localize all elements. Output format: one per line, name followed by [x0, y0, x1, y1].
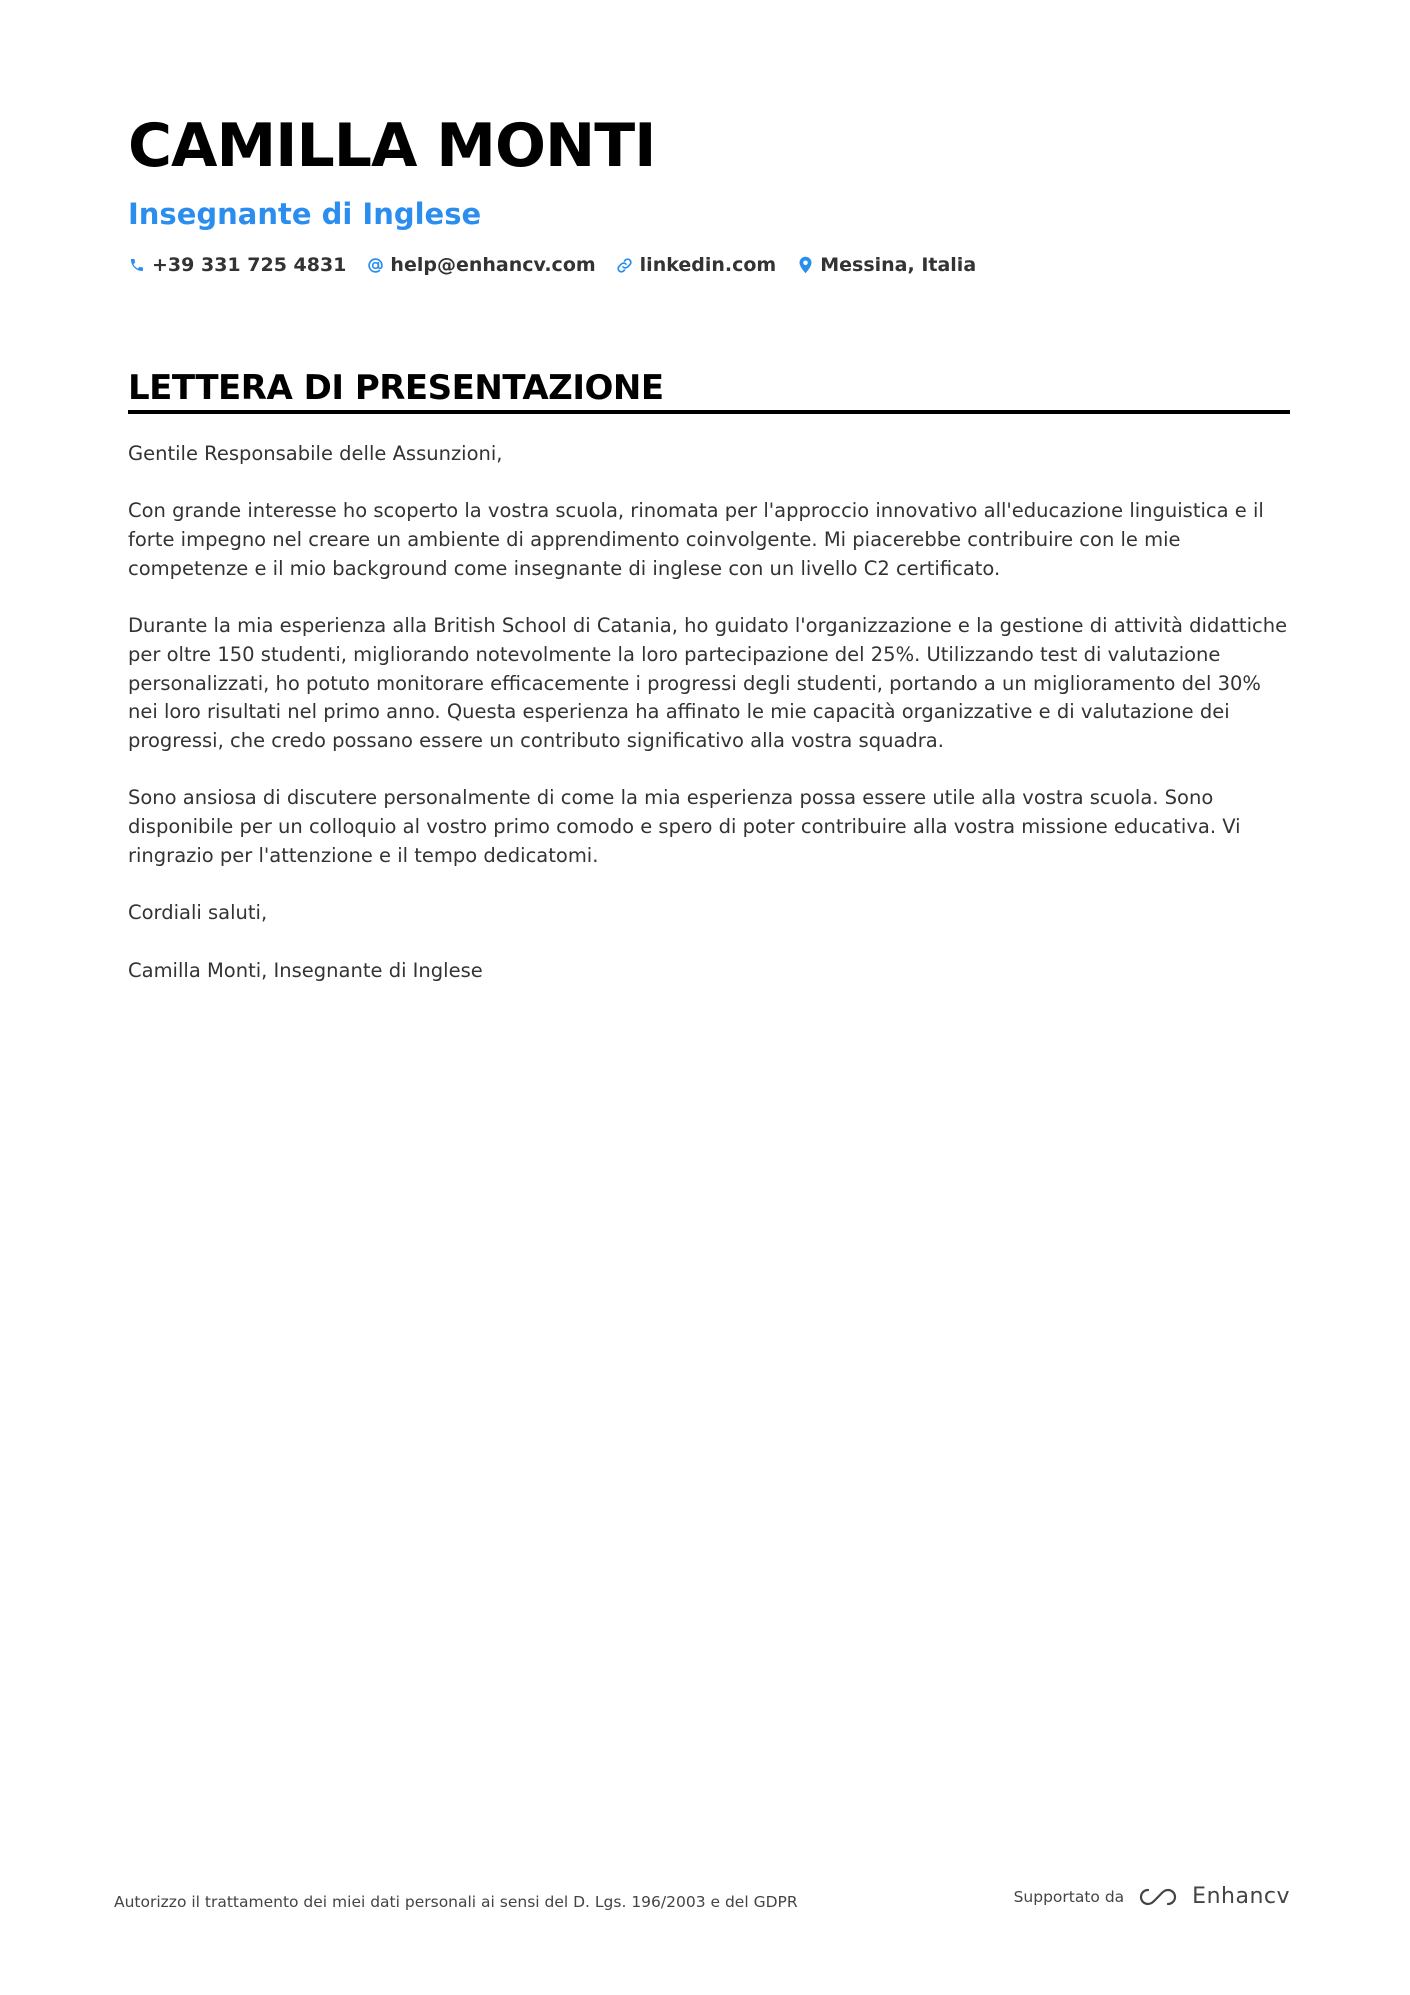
enhancv-logo-icon [1136, 1885, 1182, 1909]
candidate-name: CAMILLA MONTI [128, 111, 656, 181]
candidate-role: Insegnante di Inglese [128, 197, 482, 231]
letter-closing: Cordiali saluti, [128, 901, 268, 925]
contact-bar [128, 254, 1290, 276]
letter-paragraph: Durante la mia esperienza alla British School di Catania, ho guidato l'organizzazione e la gestione di attività didattiche per oltre 150 studenti, migliorando notevolmente la loro partecipazione del 25%. Utilizzando test di valutazione personalizzati, ho potuto monitorare efficacemente i progressi degli studenti, portando a un miglioramento del 30% nei loro risultati nel primo anno. Questa esperienza ha affinato le mie capacità organizzative e di valutazione dei progressi, che credo possano essere un contributo significativo alla vostra squadra. [128, 614, 1288, 752]
letter-paragraph: Con grande interesse ho scoperto la vostra scuola, rinomata per l'approccio innovativo all'educazione linguistica e il forte impegno nel creare un ambiente di apprendimento coinvolgente. Mi piacerebbe contribuire con le mie competenze e il mio background come insegnante di inglese con un livello C2 certificato. [128, 499, 1264, 580]
privacy-consent: Autorizzo il trattamento dei miei dati personali ai sensi del D. Lgs. 196/2003 e del GDPR [114, 1893, 798, 1911]
contact-linkedin[interactable] [616, 254, 777, 276]
powered-by-label: Supportato da [1013, 1887, 1125, 1906]
contact-location [796, 254, 976, 276]
contact-linkedin-text[interactable]: linkedin.com [639, 254, 777, 276]
contact-phone-text: +39 331 725 4831 [152, 254, 347, 276]
powered-by[interactable] [1014, 1884, 1290, 1909]
contact-location-text: Messina, Italia [820, 254, 977, 276]
contact-email[interactable] [366, 254, 595, 276]
contact-email-text[interactable]: help@enhancv.com [390, 254, 596, 276]
contact-phone [128, 254, 346, 276]
section-title: LETTERA DI PRESENTAZIONE [128, 368, 664, 408]
phone-icon [128, 256, 146, 274]
section-divider [128, 410, 1290, 414]
location-pin-icon [796, 256, 814, 274]
letter-paragraph: Sono ansiosa di discutere personalmente di come la mia esperienza possa essere utile alla vostra scuola. Sono disponibile per un colloquio al vostro primo comodo e spero di poter contribuire alla vostra missione educativa. Vi ringrazio per l'attenzione e il tempo dedicatomi. [128, 786, 1241, 867]
letter-signature: Camilla Monti, Insegnante di Inglese [128, 958, 483, 982]
brand-name: Enhancv [1192, 1884, 1290, 1909]
letter-body [128, 440, 1290, 1014]
link-icon [616, 256, 634, 274]
at-icon [366, 256, 384, 274]
header [128, 108, 1290, 276]
letter-greeting: Gentile Responsabile delle Assunzioni, [128, 442, 503, 465]
